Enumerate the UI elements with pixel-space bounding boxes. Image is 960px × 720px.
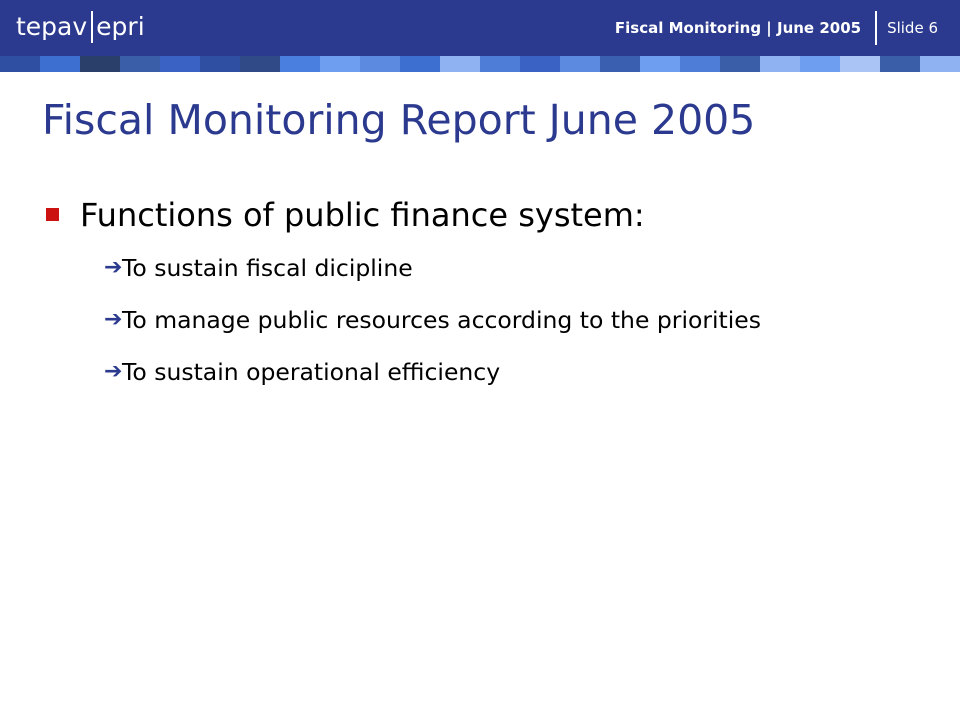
decorative-stripe [0,56,960,72]
deck-title: Fiscal Monitoring | June 2005 [614,19,862,37]
stripe-segment [680,56,720,72]
sub-bullet-text: To sustain fiscal dicipline [122,254,413,282]
stripe-segment [320,56,360,72]
sub-bullet [104,302,906,338]
stripe-segment [40,56,80,72]
slide-content [46,192,906,406]
slide-title: Fiscal Monitoring Report June 2005 [42,96,756,144]
slide-number: Slide 6 [887,19,938,37]
main-bullet-text: Functions of public finance system: [80,196,645,234]
stripe-segment [200,56,240,72]
arrow-bullet-icon: ➔ [104,255,123,280]
sub-bullet-text: To manage public resources according to the priorities [122,306,761,334]
arrow-bullet-icon: ➔ [104,359,123,384]
stripe-segment [480,56,520,72]
stripe-segment [160,56,200,72]
stripe-segment [800,56,840,72]
square-bullet-icon [46,208,59,221]
stripe-segment [240,56,280,72]
stripe-segment [560,56,600,72]
stripe-segment [720,56,760,72]
slide-header [0,0,960,56]
stripe-segment [360,56,400,72]
stripe-segment [760,56,800,72]
logo-tepav: tepav [16,12,88,41]
stripe-segment [840,56,880,72]
header-info [615,10,938,46]
stripe-segment [440,56,480,72]
logo-epri: epri [96,12,145,41]
logo-separator [91,11,93,43]
sub-bullet [104,250,906,286]
stripe-segment [520,56,560,72]
stripe-segment [120,56,160,72]
header-divider [875,11,877,45]
main-bullet [46,192,906,238]
stripe-segment [0,56,40,72]
sub-bullet-text: To sustain operational efficiency [122,358,501,386]
stripe-segment [400,56,440,72]
stripe-segment [280,56,320,72]
logo [16,9,145,45]
stripe-segment [920,56,960,72]
stripe-segment [640,56,680,72]
stripe-segment [880,56,920,72]
sub-bullet [104,354,906,390]
arrow-bullet-icon: ➔ [104,307,123,332]
stripe-segment [600,56,640,72]
stripe-segment [80,56,120,72]
